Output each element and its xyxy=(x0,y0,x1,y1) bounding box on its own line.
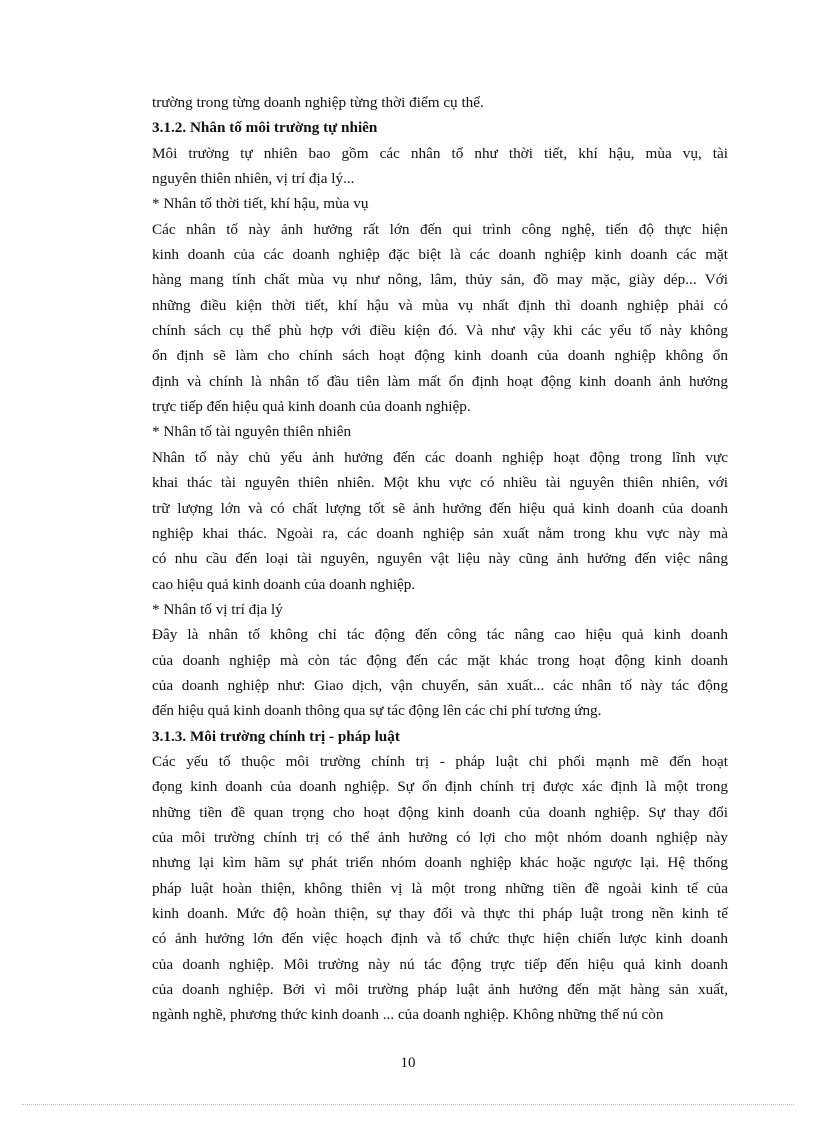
text-line: có ảnh hưởng lớn đến việc hoạch định và tổ chức thực hiện chiến lược kinh doanh xyxy=(152,930,728,948)
section-heading: 3.1.3. Môi trường chính trị - pháp luật xyxy=(152,727,400,745)
text-line: kinh doanh. Mức độ hoàn thiện, sự thay đổi và thực thi pháp luật trong nền kinh tế xyxy=(152,905,728,922)
text-line: Đây là nhân tố không chỉ tác động đến công tác nâng cao hiệu quả kinh doanh xyxy=(152,626,728,644)
text-line: khai thác tài nguyên thiên nhiên. Một khu vực có nhiều tài nguyên thiên nhiên, với xyxy=(152,474,728,492)
text-line: chính sách cụ thể phù hợp với điều kiện đó. Và như vậy khi các yếu tố này không xyxy=(152,322,728,340)
text-line: nghiệp khai thác. Ngoài ra, các doanh nghiệp sản xuất nằm trong khu vực này mà xyxy=(152,524,728,542)
text-line: của doanh nghiệp. Môi trường này nú tác động trực tiếp đến hiệu quả kinh doanh xyxy=(152,955,728,973)
text-line: nguyên thiên nhiên, vị trí địa lý... xyxy=(152,170,355,188)
text-line: Nhân tố này chủ yếu ảnh hưởng đến các doanh nghiệp hoạt động trong lĩnh vực xyxy=(152,448,728,466)
text-line: trường trong từng doanh nghiệp từng thời điểm cụ thể. xyxy=(152,94,484,111)
text-line: định và chính là nhân tố đầu tiên làm mất ổn định hoạt động kinh doanh ảnh hưởng xyxy=(152,372,728,390)
text-line: những điều kiện thời tiết, khí hậu và mùa vụ nhất định thì doanh nghiệp phải có xyxy=(152,296,728,314)
text-line: đến hiệu quả kinh doanh thông qua sự tác động lên các chi phí tương ứng. xyxy=(152,702,602,720)
text-line: ổn định sẽ làm cho chính sách hoạt động kinh doanh của doanh nghiệp không ổn xyxy=(152,347,728,365)
text-line: của doanh nghiệp như: Giao dịch, vận chuyển, sản xuất... các nhân tố này tác động xyxy=(152,676,728,694)
text-line: pháp luật hoàn thiện, không thiên vị là một trong những tiền đề ngoài kinh tế của xyxy=(152,879,728,897)
paragraph xyxy=(152,445,728,597)
text-line: cao hiệu quả kinh doanh của doanh nghiệp. xyxy=(152,575,416,593)
text-line: nhưng lại kìm hãm sự phát triển nhóm doanh nghiệp khác hoặc ngược lại. Hệ thống xyxy=(152,854,728,872)
document-body xyxy=(152,90,728,1028)
text-line: những tiền đề quan trọng cho hoạt động kinh doanh của doanh nghiệp. Sự thay đổi xyxy=(152,803,728,821)
text-line: hàng mang tính chất mùa vụ như nông, lâm, thủy sản, đồ may mặc, giày dép... Với xyxy=(152,271,728,289)
paragraph xyxy=(152,217,728,420)
bullet-subheading: * Nhân tố tài nguyên thiên nhiên xyxy=(152,423,352,441)
paragraph xyxy=(152,622,728,723)
text-line: của doanh nghiệp mà còn tác động đến các mặt khác trong hoạt động kinh doanh xyxy=(152,651,728,669)
text-line: trực tiếp đến hiệu quả kinh doanh của doanh nghiệp. xyxy=(152,398,471,416)
page-number: 10 xyxy=(400,1055,416,1071)
text-line: Các yếu tố thuộc môi trường chính trị - pháp luật chi phối mạnh mẽ đến hoạt xyxy=(152,752,728,770)
section-heading: 3.1.2. Nhân tố môi trường tự nhiên xyxy=(152,119,378,137)
bullet-subheading: * Nhân tố thời tiết, khí hậu, mùa vụ xyxy=(152,195,369,213)
paragraph xyxy=(152,141,728,192)
page-edge-divider xyxy=(22,1104,794,1105)
text-line: Các nhân tố này ảnh hưởng rất lớn đến qui trình công nghệ, tiến độ thực hiện xyxy=(152,220,728,238)
text-line: trữ lượng lớn và có chất lượng tốt sẽ ảnh hưởng đến hiệu quả kinh doanh của doanh xyxy=(152,499,728,517)
text-line: Môi trường tự nhiên bao gồm các nhân tố như thời tiết, khí hậu, mùa vụ, tài xyxy=(152,144,728,162)
text-line: của môi trường chính trị có thể ảnh hưởng có lợi cho một nhóm doanh nghiệp này xyxy=(152,828,728,846)
continuation-text xyxy=(152,90,728,115)
text-line: ngành nghề, phương thức kinh doanh ... của doanh nghiệp. Không những thế nú còn xyxy=(152,1006,664,1024)
text-line: đọng kinh doanh của doanh nghiệp. Sự ổn định chính trị được xác định là một trong xyxy=(152,778,728,796)
bullet-subheading: * Nhân tố vị trí địa lý xyxy=(152,600,283,618)
text-line: có nhu cầu đến loại tài nguyên, nguyên vật liệu này cũng ảnh hưởng đến việc nâng xyxy=(152,550,728,568)
text-line: kinh doanh của các doanh nghiệp đặc biệt là các doanh nghiệp kinh doanh các mặt xyxy=(152,246,728,264)
text-line: của doanh nghiệp. Bởi vì môi trường pháp luật ảnh hưởng đến mặt hàng sản xuất, xyxy=(152,981,728,999)
paragraph xyxy=(152,749,728,1028)
